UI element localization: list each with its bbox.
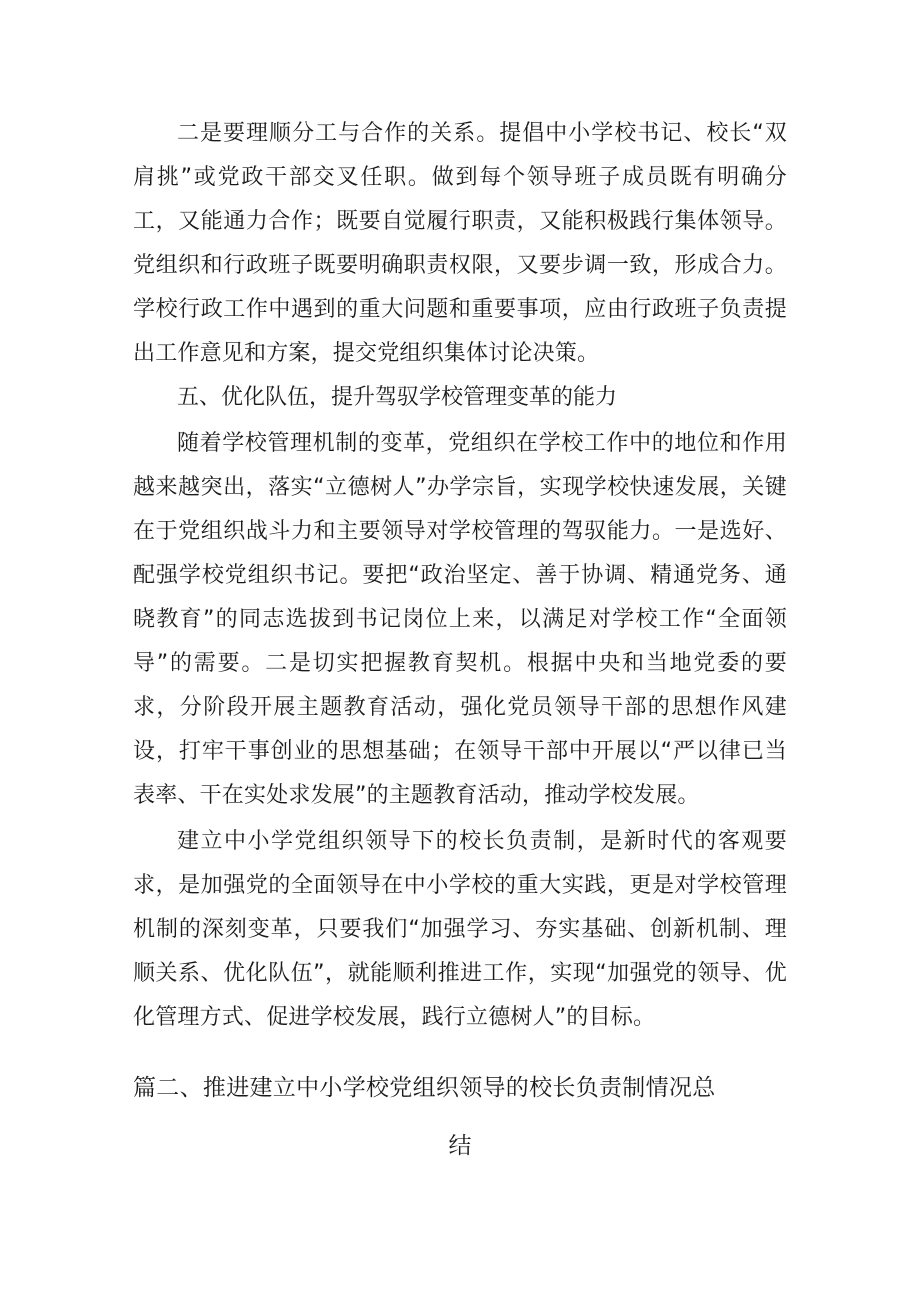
paragraph-division-of-labor: 二是要理顺分工与合作的关系。提倡中小学校书记、校长“双肩挑”或党政干部交叉任职。做到每个领导班子成员既有明确分工，又能通力合作；既要自觉履行职责，又能积极践行集体领导。党组织和行政班子既要明确职责权限，又要步调一致，形成合力。学校行政工作中遇到的重大问题和重要事项，应由行政班子负责提出工作意见和方案，提交党组织集体讨论决策。 bbox=[133, 121, 787, 366]
next-article-title: 篇二、推进建立中小学校党组织领导的校长负责制情况总 bbox=[133, 1075, 716, 1101]
document-body bbox=[133, 112, 787, 1040]
paragraph-conclusion: 建立中小学党组织领导下的校长负责制，是新时代的客观要求，是加强党的全面领导在中小学校的重大实践，更是对学校管理机制的深刻变革，只要我们“加强学习、夯实基础、创新机制、理顺关系、优化队伍”，就能顺利推进工作，实现“加强党的领导、优化管理方式、促进学校发展，践行立德树人”的目标。 bbox=[133, 829, 787, 1030]
paragraph-team-optimization: 随着学校管理机制的变革，党组织在学校工作中的地位和作用越来越突出，落实“立德树人”办学宗旨，实现学校快速发展，关键在于党组织战斗力和主要领导对学校管理的驾驭能力。一是选好、配强学校党组织书记。要把“政治坚定、善于协调、精通党务、通晓教育”的同志选拔到书记岗位上来，以满足对学校工作“全面领导”的需要。二是切实把握教育契机。根据中央和当地党委的要求，分阶段开展主题教育活动，强化党员领导干部的思想作风建设，打牢干事创业的思想基础；在领导干部中开展以“严以律已当表率、干在实处求发展”的主题教育活动，推动学校发展。 bbox=[133, 431, 787, 808]
section-heading-five: 五、优化队伍，提升驾驭学校管理变革的能力 bbox=[177, 385, 618, 410]
next-article-title-continued: 结 bbox=[448, 1133, 472, 1159]
